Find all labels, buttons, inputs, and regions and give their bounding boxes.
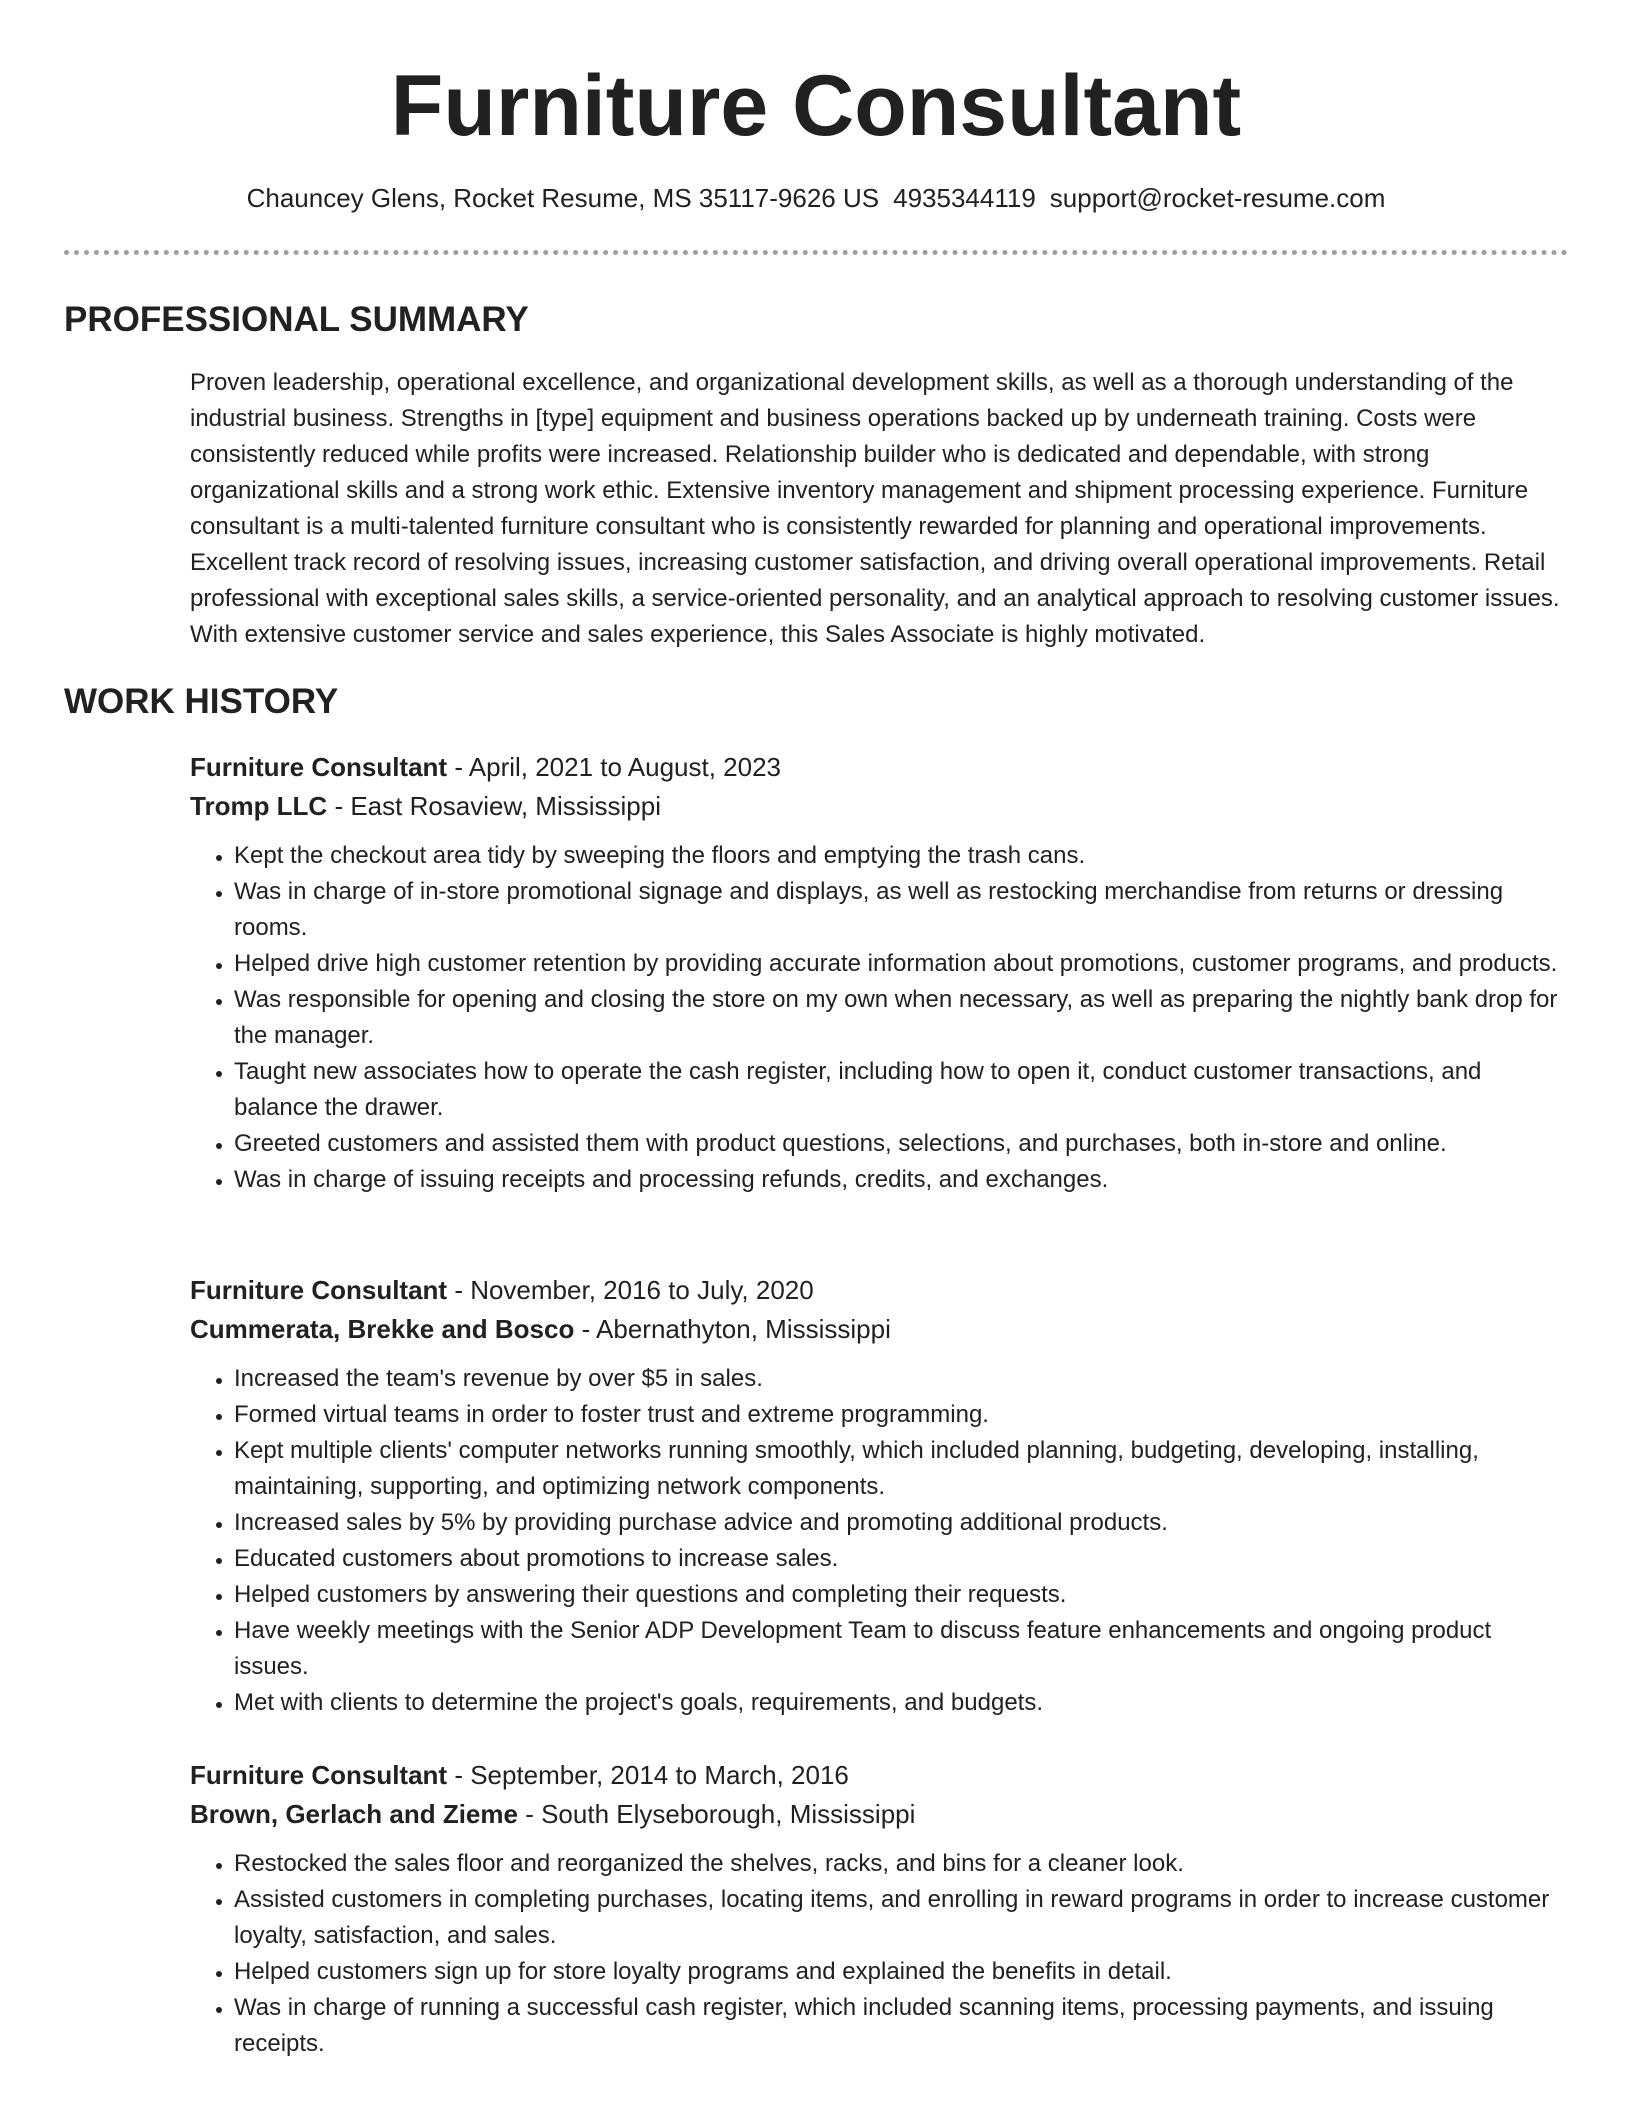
- job-bullet: • Assisted customers in completing purchases, locating items, and enrolling in reward programs in order to increase customer loyalty, satisfaction, and sales.: [234, 1882, 1570, 1954]
- contact-phone: 4935344119: [893, 183, 1036, 213]
- job-bullet: • Greeted customers and assisted them with product questions, selections, and purchases, both in-store and online.: [234, 1126, 1570, 1162]
- job-bullet: • Helped customers sign up for store loyalty programs and explained the benefits in detail.: [234, 1954, 1570, 1990]
- job-bullet: • Met with clients to determine the project's goals, requirements, and budgets.: [234, 1685, 1570, 1721]
- job-bullet: • Kept multiple clients' computer networks running smoothly, which included planning, budgeting, developing, installing, maintaining, supporting, and optimizing network components.: [234, 1433, 1570, 1505]
- job-bullet: • Restocked the sales floor and reorganized the shelves, racks, and bins for a cleaner look.: [234, 1846, 1570, 1882]
- contact-line: [0, 178, 1632, 218]
- job-title: Furniture Consultant: [190, 752, 448, 782]
- job-bullet: • Kept the checkout area tidy by sweeping the floors and emptying the trash cans.: [234, 838, 1570, 874]
- job-title: Furniture Consultant: [190, 1275, 448, 1305]
- job-entry: [190, 1756, 1570, 2062]
- job-company: Cummerata, Brekke and Bosco: [190, 1314, 575, 1344]
- job-bullet: • Was in charge of issuing receipts and processing refunds, credits, and exchanges.: [234, 1162, 1570, 1198]
- job-entry: [190, 1271, 1570, 1721]
- job-bullet: • Educated customers about promotions to increase sales.: [234, 1541, 1570, 1577]
- job-bullet: • Helped customers by answering their questions and completing their requests.: [234, 1577, 1570, 1613]
- job-title: Furniture Consultant: [190, 1760, 448, 1790]
- job-dates: - April, 2021 to August, 2023: [447, 752, 781, 782]
- job-location: - South Elyseborough, Mississippi: [517, 1799, 916, 1829]
- job-company-line: [190, 787, 1570, 826]
- job-title-line: [190, 1271, 1570, 1310]
- contact-address: Chauncey Glens, Rocket Resume, MS 35117-9626 US: [246, 183, 880, 213]
- job-bullet: • Helped drive high customer retention by providing accurate information about promotions, customer programs, and products.: [234, 946, 1570, 982]
- job-entry: [190, 748, 1570, 1198]
- job-company: Brown, Gerlach and Zieme: [190, 1799, 518, 1829]
- job-title-line: [190, 1756, 1570, 1795]
- job-bullet: • Formed virtual teams in order to foster trust and extreme programming.: [234, 1397, 1570, 1433]
- work-history-heading: WORK HISTORY: [64, 682, 339, 721]
- job-bullet: • Increased the team's revenue by over $5 in sales.: [234, 1361, 1570, 1397]
- job-bullets: [190, 838, 1570, 1198]
- job-bullet: • Was responsible for opening and closing the store on my own when necessary, as well as preparing the nightly bank drop for the manager.: [234, 982, 1570, 1054]
- job-bullet: • Have weekly meetings with the Senior ADP Development Team to discuss feature enhancements and ongoing product issues.: [234, 1613, 1570, 1685]
- job-bullet: • Taught new associates how to operate the cash register, including how to open it, conduct customer transactions, and balance the drawer.: [234, 1054, 1570, 1126]
- job-dates: - September, 2014 to March, 2016: [447, 1760, 849, 1790]
- job-bullet: • Was in charge of in-store promotional signage and displays, as well as restocking merchandise from returns or dressing rooms.: [234, 874, 1570, 946]
- job-bullets: [190, 1846, 1570, 2062]
- resume-name: Furniture Consultant: [390, 58, 1242, 154]
- contact-email: support@rocket-resume.com: [1049, 183, 1386, 213]
- job-location: - East Rosaview, Mississippi: [327, 791, 661, 821]
- summary-heading: PROFESSIONAL SUMMARY: [64, 300, 529, 339]
- job-bullet: • Was in charge of running a successful cash register, which included scanning items, processing payments, and issuing receipts.: [234, 1990, 1570, 2062]
- summary-text: Proven leadership, operational excellence, and organizational development skills, as well as a thorough understanding of the industrial business. Strengths in [type] equipment and business operations backed up by underneath training. Costs were consistently reduced while profits were increased. Relationship builder who is dedicated and dependable, with strong organizational skills and a strong work ethic. Extensive inventory management and shipment processing experience. Furniture consultant is a multi-talented furniture consultant who is consistently rewarded for planning and operational improvements. Excellent track record of resolving issues, increasing customer satisfaction, and driving overall operational improvements. Retail professional with exceptional sales skills, a service-oriented personality, and an analytical approach to resolving customer issues. With extensive customer service and sales experience, this Sales Associate is highly motivated.: [190, 369, 1560, 648]
- job-company-line: [190, 1795, 1570, 1834]
- header-divider: [64, 250, 1568, 255]
- job-bullets: [190, 1361, 1570, 1721]
- job-company: Tromp LLC: [190, 791, 328, 821]
- job-title-line: [190, 748, 1570, 787]
- job-company-line: [190, 1310, 1570, 1349]
- job-dates: - November, 2016 to July, 2020: [447, 1275, 814, 1305]
- job-location: - Abernathyton, Mississippi: [574, 1314, 891, 1344]
- job-bullet: • Increased sales by 5% by providing purchase advice and promoting additional products.: [234, 1505, 1570, 1541]
